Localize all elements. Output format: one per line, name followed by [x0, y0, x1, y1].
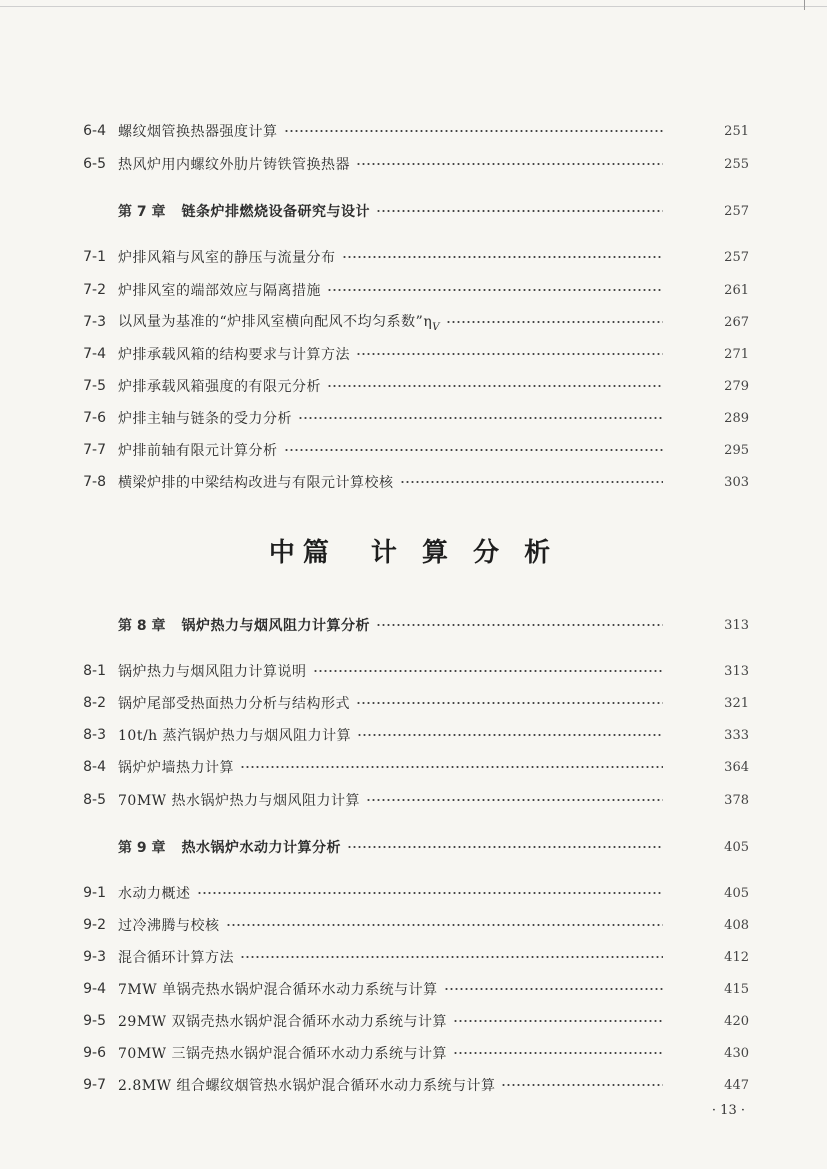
section-title: 70MW 三锅壳热水锅炉混合循环水动力系统与计算 — [118, 1046, 447, 1062]
toc-entry-9-6[interactable] — [0, 1039, 827, 1067]
section-title-subscript: V — [432, 321, 440, 333]
section-title: 锅炉炉墙热力计算 — [118, 760, 234, 776]
toc-entry-9-4[interactable] — [0, 975, 827, 1003]
section-title: 过冷沸腾与校核 — [118, 918, 220, 934]
toc-entry-7-2[interactable] — [0, 276, 827, 304]
leader-dots — [357, 733, 663, 737]
section-title: 10t/h 蒸汽锅炉热力与烟风阻力计算 — [118, 728, 352, 744]
leader-dots — [376, 623, 663, 627]
toc-entry-9-2[interactable] — [0, 911, 827, 939]
toc-entry-7-4[interactable] — [0, 340, 827, 368]
page-number: 321 — [724, 695, 749, 711]
page-number: 251 — [724, 123, 749, 139]
leader-dots — [356, 162, 663, 166]
section-title: 锅炉热力与烟风阻力计算说明 — [118, 664, 307, 680]
section-number: 7-6 — [83, 410, 106, 426]
leader-dots — [453, 1051, 663, 1055]
leader-dots — [342, 255, 664, 259]
page-number: 447 — [724, 1077, 749, 1093]
leader-dots — [327, 384, 663, 388]
section-title: 横梁炉排的中梁结构改进与有限元计算校核 — [118, 475, 394, 491]
section-number: 8-1 — [83, 663, 106, 679]
toc-entry-7-8[interactable] — [0, 468, 827, 496]
section-number: 7-7 — [83, 442, 106, 458]
toc-entry-8-3[interactable] — [0, 721, 827, 749]
section-title — [116, 311, 440, 333]
section-title: 7MW 单锅壳热水锅炉混合循环水动力系统与计算 — [118, 982, 438, 998]
page-number: 271 — [724, 346, 749, 362]
chapter-title: 锅炉热力与烟风阻力计算分析 — [181, 618, 370, 634]
section-title-text: 以风量为基准的“炉排风室横向配风不均匀系数”η — [118, 314, 433, 331]
page-number: 295 — [724, 442, 749, 458]
page-number: 420 — [724, 1013, 749, 1029]
section-number: 9-6 — [83, 1045, 106, 1061]
chapter-label: 第 9 章 — [118, 840, 166, 856]
section-number: 6-5 — [83, 156, 106, 172]
page-number: 405 — [724, 885, 749, 901]
chapter-label: 第 7 章 — [118, 204, 166, 220]
leader-dots — [240, 765, 663, 769]
page-number: 257 — [724, 203, 749, 219]
page-number: 415 — [724, 981, 749, 997]
page-number: 289 — [724, 410, 749, 426]
chapter-label: 第 8 章 — [118, 618, 166, 634]
section-number: 9-7 — [83, 1077, 106, 1093]
leader-dots — [376, 209, 663, 213]
section-number: 9-3 — [83, 949, 106, 965]
section-title: 炉排风室的端部效应与隔离措施 — [118, 283, 321, 299]
leader-dots — [366, 798, 663, 802]
page-number: 412 — [724, 949, 749, 965]
leader-dots — [446, 320, 663, 324]
page-number: 267 — [724, 314, 749, 330]
leader-dots — [444, 987, 663, 991]
section-title: 混合循环计算方法 — [118, 950, 234, 966]
page-number: 333 — [724, 727, 749, 743]
leader-dots — [453, 1019, 663, 1023]
section-number: 9-5 — [83, 1013, 106, 1029]
toc-entry-6-5[interactable] — [0, 150, 827, 178]
page-number: 257 — [724, 249, 749, 265]
section-number: 7-3 — [83, 314, 106, 330]
leader-dots — [298, 416, 663, 420]
leader-dots — [284, 129, 664, 133]
toc-entry-7-6[interactable] — [0, 404, 827, 432]
page-number: 378 — [724, 792, 749, 808]
section-title: 热风炉用内螺纹外肋片铸铁管换热器 — [118, 157, 350, 173]
section-number: 7-2 — [83, 282, 106, 298]
toc-entry-8-4[interactable] — [0, 753, 827, 781]
section-title: 水动力概述 — [118, 886, 191, 902]
section-number: 6-4 — [83, 123, 106, 139]
section-title: 炉排承载风箱的结构要求与计算方法 — [118, 347, 350, 363]
page-folio: · 13 · — [711, 1103, 745, 1118]
section-title: 炉排前轴有限元计算分析 — [118, 443, 278, 459]
section-number: 8-5 — [83, 792, 106, 808]
section-number: 8-4 — [83, 759, 106, 775]
page-number: 255 — [724, 156, 749, 172]
part-heading: 中篇 计 算 分 析 — [268, 538, 559, 568]
page-number: 313 — [724, 663, 749, 679]
page-number: 430 — [724, 1045, 749, 1061]
chapter-title: 热水锅炉水动力计算分析 — [181, 840, 341, 856]
leader-dots — [226, 923, 664, 927]
toc-chapter-9[interactable] — [0, 833, 827, 861]
section-number: 8-3 — [83, 727, 106, 743]
toc-entry-7-7[interactable] — [0, 436, 827, 464]
section-number: 9-4 — [83, 981, 106, 997]
toc-entry-9-1[interactable] — [0, 879, 827, 907]
section-number: 9-1 — [83, 885, 106, 901]
page-number: 261 — [724, 282, 749, 298]
page-number: 405 — [724, 839, 749, 855]
section-number: 9-2 — [83, 917, 106, 933]
section-number: 7-8 — [83, 474, 106, 490]
leader-dots — [356, 352, 663, 356]
toc-entry-6-4[interactable] — [0, 117, 827, 145]
leader-dots — [197, 891, 664, 895]
section-title: 锅炉尾部受热面热力分析与结构形式 — [118, 696, 350, 712]
crop-mark — [804, 0, 805, 10]
leader-dots — [356, 701, 663, 705]
leader-dots — [313, 669, 664, 673]
section-title: 70MW 热水锅炉热力与烟风阻力计算 — [118, 793, 360, 809]
chapter-title: 链条炉排燃烧设备研究与设计 — [181, 204, 370, 220]
toc-entry-8-1[interactable] — [0, 657, 827, 685]
leader-dots — [284, 448, 664, 452]
leader-dots — [501, 1083, 663, 1087]
page-number: 279 — [724, 378, 749, 394]
section-title: 炉排风箱与风室的静压与流量分布 — [118, 250, 336, 266]
section-number: 7-4 — [83, 346, 106, 362]
toc-entry-8-5[interactable] — [0, 786, 827, 814]
section-number: 7-5 — [83, 378, 106, 394]
page-top-rule — [0, 6, 827, 7]
toc-chapter-7[interactable] — [0, 197, 827, 225]
leader-dots — [347, 845, 663, 849]
page-number: 408 — [724, 917, 749, 933]
toc-entry-9-5[interactable] — [0, 1007, 827, 1035]
leader-dots — [327, 288, 663, 292]
section-title: 炉排主轴与链条的受力分析 — [118, 411, 292, 427]
section-title: 炉排承载风箱强度的有限元分析 — [118, 379, 321, 395]
section-title: 29MW 双锅壳热水锅炉混合循环水动力系统与计算 — [118, 1014, 447, 1030]
page-number: 303 — [724, 474, 749, 490]
page-number: 313 — [724, 617, 749, 633]
toc-entry-9-3[interactable] — [0, 943, 827, 971]
leader-dots — [400, 480, 664, 484]
toc-chapter-8[interactable] — [0, 611, 827, 639]
toc-entry-7-3[interactable] — [0, 308, 827, 336]
toc-entry-7-1[interactable] — [0, 243, 827, 271]
leader-dots — [240, 955, 663, 959]
toc-entry-7-5[interactable] — [0, 372, 827, 400]
section-title: 螺纹烟管换热器强度计算 — [118, 124, 278, 140]
toc-entry-8-2[interactable] — [0, 689, 827, 717]
toc-entry-9-7[interactable] — [0, 1071, 827, 1099]
page-number: 364 — [724, 759, 749, 775]
section-title: 2.8MW 组合螺纹烟管热水锅炉混合循环水动力系统与计算 — [118, 1078, 496, 1094]
section-number: 7-1 — [83, 249, 106, 265]
section-number: 8-2 — [83, 695, 106, 711]
